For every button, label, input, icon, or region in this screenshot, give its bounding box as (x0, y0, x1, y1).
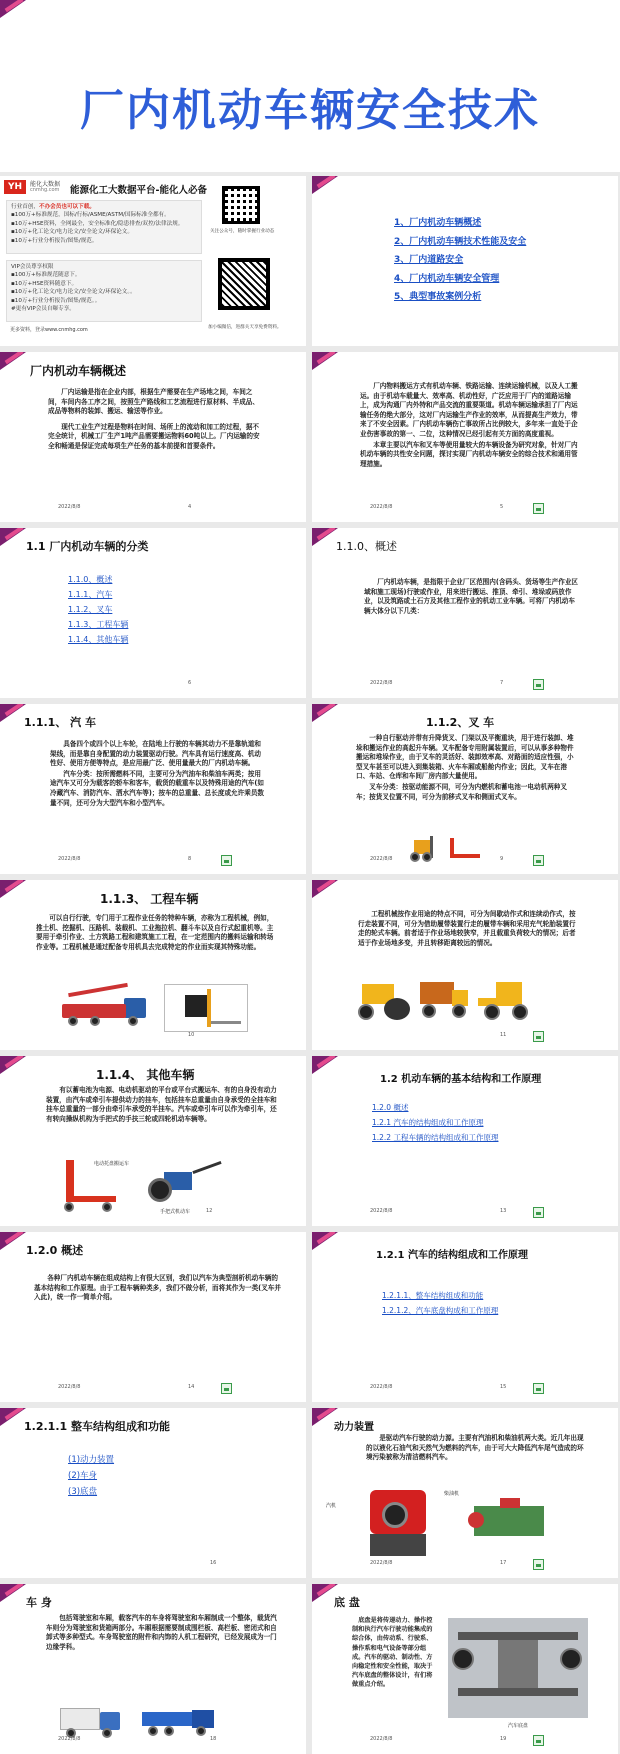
slide-title: 1.1.0、概述 (336, 540, 397, 553)
ad-slide (0, 176, 306, 346)
slide-overview-2 (312, 352, 618, 522)
corner-decoration (0, 0, 26, 18)
corner-decoration (312, 176, 338, 194)
slide-title: 1.2 机动车辆的基本结构和工作原理 (380, 1074, 542, 1085)
slide-title: 厂内机动车辆概述 (30, 364, 127, 378)
corner-decoration (0, 352, 26, 370)
slide-body (46, 1086, 278, 1125)
slide-number: 8 (188, 856, 192, 862)
section-link[interactable]: (2)车身 (68, 1471, 98, 1481)
slide-body (356, 734, 578, 803)
home-icon[interactable] (533, 679, 544, 690)
home-icon[interactable] (533, 1559, 544, 1570)
slide-number: 9 (500, 856, 504, 862)
image-caption: 柴油机 (444, 1491, 460, 1497)
slide-body (352, 1616, 438, 1691)
ad-line: ▪10万+HSE资料，全网最全，安全标准化/隐患排查/双控/法律法规。 (11, 220, 184, 227)
road-roller-image (354, 978, 414, 1022)
image-caption: 汽车底盘 (508, 1723, 529, 1729)
slide-body (358, 910, 580, 949)
slide-body (34, 1274, 284, 1304)
ad-line: ▪10万+化工论文/电力论文/安全论文/环保论文。。 (11, 289, 136, 296)
ad-headline: 能源化工大数据平台-能化人必备 (70, 185, 207, 196)
ad-vip-title: VIP会员尊享权限 (11, 264, 54, 270)
ad-line: #更有VIP会员自曝专享。 (11, 306, 75, 313)
slide-number: 6 (188, 680, 192, 686)
slide-body (360, 382, 578, 470)
slide-number: 5 (500, 504, 504, 510)
slide-engineering-vehicle (0, 880, 306, 1050)
slide-date: 2022/8/8 (370, 680, 393, 686)
qr1-caption: 关注公众号，随时掌握行业动态 (210, 229, 275, 234)
slide-title: 1.1 厂内机动车辆的分类 (26, 540, 149, 553)
title-banner (0, 0, 620, 172)
slide-title: 1.2.1.1 整车结构组成和功能 (24, 1420, 170, 1433)
ad-box-free (6, 200, 202, 254)
toc-link[interactable]: 4、厂内机动车辆安全管理 (394, 273, 500, 284)
corner-decoration (312, 352, 338, 370)
corner-decoration (0, 704, 26, 722)
slide-other-vehicles (0, 1056, 306, 1226)
slide-date: 2022/8/8 (58, 504, 81, 510)
slide-title: 1.2.1 汽车的结构组成和工作原理 (376, 1250, 528, 1261)
qr-code-icon (218, 258, 270, 310)
crane-truck-image (60, 986, 150, 1030)
slide-title: 1.1.3、 工程车辆 (100, 892, 199, 906)
slide-date: 2022/8/8 (58, 1736, 81, 1742)
slide-title: 车 身 (26, 1596, 52, 1609)
forklift-image (408, 836, 438, 862)
slide-power-unit (312, 1408, 618, 1578)
cargo-truck-image (140, 1702, 216, 1742)
slide-body (48, 388, 264, 453)
slide-body (36, 914, 274, 953)
paragraph: 厂内物料搬运方式有机动车辆、铁路运输、连续运输机械，以及人工搬运。由于机动车载量大、效率高、机动性好，广泛应用于厂内的道路运输上，成为沟通厂内外特和产品交流的重要渠道。机动车辆运输承担了厂内运输任务的绝大部分，这对厂内运输生产作业的效率，从而提高生产效力，带来了不安全因素。厂内机动车辆伤亡事故所占比例较大，多年来一直处于企业伤害事故的第一、二位，这种情况已经引起有关方面的高度重视。 (360, 382, 578, 438)
toc-slide (312, 176, 618, 346)
slide-number: 19 (500, 1736, 507, 1742)
section-link[interactable]: (1)动力装置 (68, 1455, 115, 1465)
corner-decoration (312, 880, 338, 898)
slide-date: 2022/8/8 (370, 504, 393, 510)
paragraph: 有以蓄电池为电源、电动机驱动的平台或平台式搬运车、有的自身没有动力装置，由汽车或牵引车提供动力的挂车，包括挂车总重量由自身承受的全挂车和挂车总重量的一部分由牵引车承受的半挂车。汽车或牵引车可以作为牵引车，还有转向操纵机构为手把式的手扶三轮或四轮机动车辆等。 (46, 1086, 277, 1123)
section-link[interactable]: 1.1.1、汽车 (68, 590, 113, 599)
toc-link[interactable]: 2、厂内机动车辆技术性能及安全 (394, 236, 527, 247)
slide-date: 2022/8/8 (370, 1384, 393, 1390)
slide-title: 1.1.2、叉 车 (426, 716, 495, 729)
slide-body (46, 1614, 278, 1653)
chassis-image (448, 1618, 588, 1718)
link-list (68, 572, 128, 647)
section-link[interactable]: 1.1.4、其他车辆 (68, 635, 129, 644)
paragraph: 现代工业生产过程是物料在时间、场所上的流动和加工的过程，据不完全统计，机械工厂生产1吨产品需要搬运物料60吨以上。厂内运输的安全和畅通是保证完成每项生产任务的基本前提和首要条件。 (48, 422, 260, 450)
pallet-jack-image (448, 838, 482, 862)
brand-url: cnmhg.com (30, 187, 60, 193)
ad-line: ▪10万+HSE资料随意下。 (11, 280, 78, 287)
paragraph: 一种自行驱动并带有升降货叉、门架以及平衡重块，用于进行装卸、堆垛和搬运作业的高起升车辆。叉车配备专用附属装置后，可以从事多种物件搬运和堆垛作业，由于叉车的灵活好、装卸效率高、对路面的适应性强，小型叉车甚至可以进入到集装箱、火车车厢或船舱内作业；因此，叉车在港口、车站、仓库和车间厂房内部大量使用。 (356, 734, 574, 781)
slide-number: 14 (188, 1384, 195, 1390)
slide-body (50, 740, 264, 809)
paragraph: 具备四个或四个以上车轮，在陆地上行驶的车辆其动力不是靠轨道和架线，而是靠自身配置的动力装置驱动行驶。汽车具有运行速度高、机动性好、使用方便等特点，是应用最广泛、使用量最大的厂内机动车辆。 (50, 740, 261, 768)
slide-title: 1.1.1、 汽 车 (24, 716, 96, 729)
link-list (68, 1452, 114, 1500)
corner-decoration (0, 1584, 26, 1602)
slide-number: 11 (500, 1032, 507, 1038)
page-title: 厂内机动车辆安全技术 (80, 85, 540, 136)
dump-truck-image (418, 976, 472, 1022)
section-link[interactable]: 1.2.2 工程车辆的结构组成和工作原理 (372, 1133, 499, 1142)
section-link[interactable]: 1.2.1.1、整车结构组成和功能 (382, 1291, 484, 1300)
slide-number: 17 (500, 1560, 507, 1566)
ad-box-vip (6, 260, 202, 322)
section-link[interactable]: 1.2.1 汽车的结构组成和工作原理 (372, 1118, 484, 1127)
home-icon[interactable] (533, 1735, 544, 1746)
slide-structure (312, 1056, 618, 1226)
ad-line: ▪10万+行业分析报告/图集/规范。。 (11, 297, 101, 304)
walking-tractor-image (144, 1166, 224, 1206)
link-list (372, 1100, 498, 1145)
slide-title: 1.1.4、 其他车辆 (96, 1068, 195, 1082)
paragraph: 叉车分类：按驱动能源不同，可分为内燃机和蓄电池一电动机两种叉车；按货叉位置不同，可分为前移式叉车和侧面式叉车。 (356, 782, 567, 801)
paragraph: 本章主要以汽车和叉车等使用量较大的车辆设备为研究对象，针对厂内机动车辆的共性安全问题，探讨实现厂内机动车辆安全的综合技术和通用管理措施。 (360, 440, 578, 468)
slide-engineering-types (312, 880, 618, 1050)
ad-line: ▪10万+行业分析报告/图集/规范。 (11, 237, 98, 244)
slide-date: 2022/8/8 (370, 1560, 393, 1566)
toc-link[interactable]: 3、厂内道路安全 (394, 255, 464, 265)
slide-number: 16 (210, 1560, 217, 1566)
section-link[interactable]: 1.1.0、概述 (68, 575, 113, 584)
slide-date: 2022/8/8 (370, 856, 393, 862)
slide-classification (0, 528, 306, 698)
paragraph: 厂内机动车辆，是指限于企业厂区范围内(含码头、货场等生产作业区域和施工现场)行驶或作业，用来进行搬运、推顶、牵引、堆垛或码放作业，以及筑路或土石方及其他工程作业的机动工业车辆。可将厂内机动车辆大体分以下几类： (364, 578, 579, 615)
home-icon[interactable] (533, 503, 544, 514)
forklift-image (164, 984, 248, 1032)
ad-footer-link[interactable]: 更多资料，登录www.cnmhg.com (10, 327, 88, 333)
ad-line: ▪100万+标准规范随意下。 (11, 272, 81, 279)
image-caption: 手把式机动车 (160, 1209, 191, 1215)
corner-decoration (312, 704, 338, 722)
slide-body (364, 578, 578, 617)
slide-title: 底 盘 (334, 1596, 360, 1609)
ad-free-title: 行业首创， (11, 204, 39, 210)
home-icon[interactable] (221, 1383, 232, 1394)
slide-title: 动力装置 (334, 1422, 374, 1433)
paragraph: 是驱动汽车行驶的动力源。主要有汽油机和柴油机两大类。近几年出现的以液化石油气和天然气为燃料的汽车，由于可大大降低汽车尾气造成的环境污染被称为清洁燃料汽车。 (366, 1434, 584, 1462)
ad-line: ▪100万+标准规范，国标/行标/ASME/ASTM/国际标准全都有。 (11, 212, 170, 219)
diesel-engine-image (470, 1498, 550, 1546)
image-caption: 电动托盘搬运车 (94, 1161, 130, 1167)
slide-chassis (312, 1584, 618, 1754)
slide-body (366, 1434, 588, 1464)
paragraph: 汽车分类：按所需燃料不同，主要可分为汽油车和柴油车两类；按用途汽车又可分为载客的轿车和客车，载货的载重车以及特殊用途的汽车(如冷藏汽车、消防汽车、洒水汽车等)；按车的总重量、总长度或允许乘员数量不同，还可分为大型汽车和小型汽车。 (50, 769, 265, 807)
slide-date: 2022/8/8 (370, 1736, 393, 1742)
corner-decoration (0, 528, 26, 546)
slide-car (0, 704, 306, 874)
loader-image (476, 974, 536, 1022)
home-icon[interactable] (533, 1031, 544, 1042)
ad-line: ▪10万+化工论文/电力论文/安全论文/环保论文。 (11, 229, 133, 236)
paragraph: 包括驾驶室和车厢，载客汽车的车身将驾驶室和车厢制成一个整体，载货汽车则分为驾驶室和货箱两部分。车厢根据需要制成围栏板、高栏板、密闭式和自卸式等多种型式。车身驾驶室的附件和内饰的人机工程研究，已经发展成为一门边缘学科。 (46, 1614, 277, 1651)
paragraph: 各种厂内机动车辆在组成结构上有很大区别，我们以汽车为典型剖析机动车辆的基本结构和工作原理。由于工程车辆种类多，我们不做分析，而将其作为一类(叉车并入此)，统一作一简单介绍。 (34, 1274, 281, 1302)
image-caption: 汽机 (326, 1503, 337, 1509)
section-link[interactable]: 1.2.1.2、汽车底盘构成和工作原理 (382, 1306, 499, 1315)
section-link[interactable]: 1.1.3、工程车辆 (68, 620, 129, 629)
slide-overview (0, 352, 306, 522)
slide-forklift (312, 704, 618, 874)
brand-logo: YH (4, 180, 26, 194)
ad-free-title-red: 不办会员也可以下载。 (38, 204, 95, 210)
corner-decoration (0, 880, 26, 898)
home-icon[interactable] (533, 1383, 544, 1394)
slide-1-2-0 (0, 1232, 306, 1402)
slide-date: 2022/8/8 (370, 1208, 393, 1214)
slide-number: 15 (500, 1384, 507, 1390)
corner-decoration (312, 1232, 338, 1250)
home-icon[interactable] (533, 1207, 544, 1218)
paragraph: 厂内运输是指在企业内部，根据生产需要在生产场地之间，车间之间，车间内各工序之间，按照生产路线和工艺流程进行原材料、半成品、成品等物料的装卸、搬运、输送等作业。 (48, 388, 259, 416)
slide-1-1-0 (312, 528, 618, 698)
paragraph: 可以自行行驶，专门用于工程作业任务的特种车辆，亦称为工程机械，例如，推土机、挖掘机、压路机、装载机、工业拖拉机、翻斗车以及自行式起重机等。主要用于牵引作业、土方筑路工程和建筑施工工程，在一定范围内的搬料运输和转场作业等。工程机械是通过配备专用机具去完成特定的作业而实现其特殊功能。 (36, 914, 274, 951)
home-icon[interactable] (533, 855, 544, 866)
section-link[interactable]: 1.1.2、叉车 (68, 605, 113, 614)
slide-number: 18 (210, 1736, 217, 1742)
toc-link[interactable]: 1、厂内机动车辆概述 (394, 218, 482, 228)
slide-number: 12 (206, 1208, 213, 1214)
slide-date: 2022/8/8 (58, 856, 81, 862)
gasoline-engine-image (364, 1486, 434, 1564)
corner-decoration (0, 1408, 26, 1426)
slide-1-2-1 (312, 1232, 618, 1402)
slide-number: 13 (500, 1208, 507, 1214)
paragraph: 工程机械按作业用途的特点不同，可分为间歇动作式和连续动作式，按行走装置不同，可分为借助履带装置行走的履带车辆和采用充气轮胎装置行走的轮式车辆。前者适于作业场地较狭窄，并且载重负荷较大的情况；后者适于作业场地多变，并且转移距离较远的情况。 (358, 910, 576, 947)
toc-list (394, 214, 526, 307)
toc-link[interactable]: 5、典型事故案例分析 (394, 292, 482, 302)
slide-body-section (0, 1584, 306, 1754)
qr-code-icon (222, 186, 260, 224)
corner-decoration (0, 1056, 26, 1074)
corner-decoration (312, 1056, 338, 1074)
slide-title: 1.2.0 概述 (26, 1244, 84, 1257)
corner-decoration (312, 528, 338, 546)
section-link[interactable]: (3)底盘 (68, 1487, 98, 1497)
slide-date: 2022/8/8 (58, 1384, 81, 1390)
brand-name: 能化大数据 (30, 181, 61, 188)
paragraph: 底盘是将传递动力、操作控制和执行汽车行驶功能集成的综合体，由传动系、行驶系、操作系和电气设备等部分组成。汽车的驱动、制动性、方向稳定性和安全性能，取决于汽车底盘的整体设计，有们将做重点介绍。 (352, 1617, 433, 1689)
slide-1-2-1-1 (0, 1408, 306, 1578)
section-link[interactable]: 1.2.0 概述 (372, 1103, 409, 1112)
link-list (382, 1288, 498, 1318)
home-icon[interactable] (221, 855, 232, 866)
corner-decoration (0, 1232, 26, 1250)
slide-number: 10 (188, 1032, 195, 1038)
slide-number: 7 (500, 680, 504, 686)
slide-number: 4 (188, 504, 192, 510)
qr2-caption: 加小编微信，进群关天享免费资料。 (208, 325, 282, 330)
